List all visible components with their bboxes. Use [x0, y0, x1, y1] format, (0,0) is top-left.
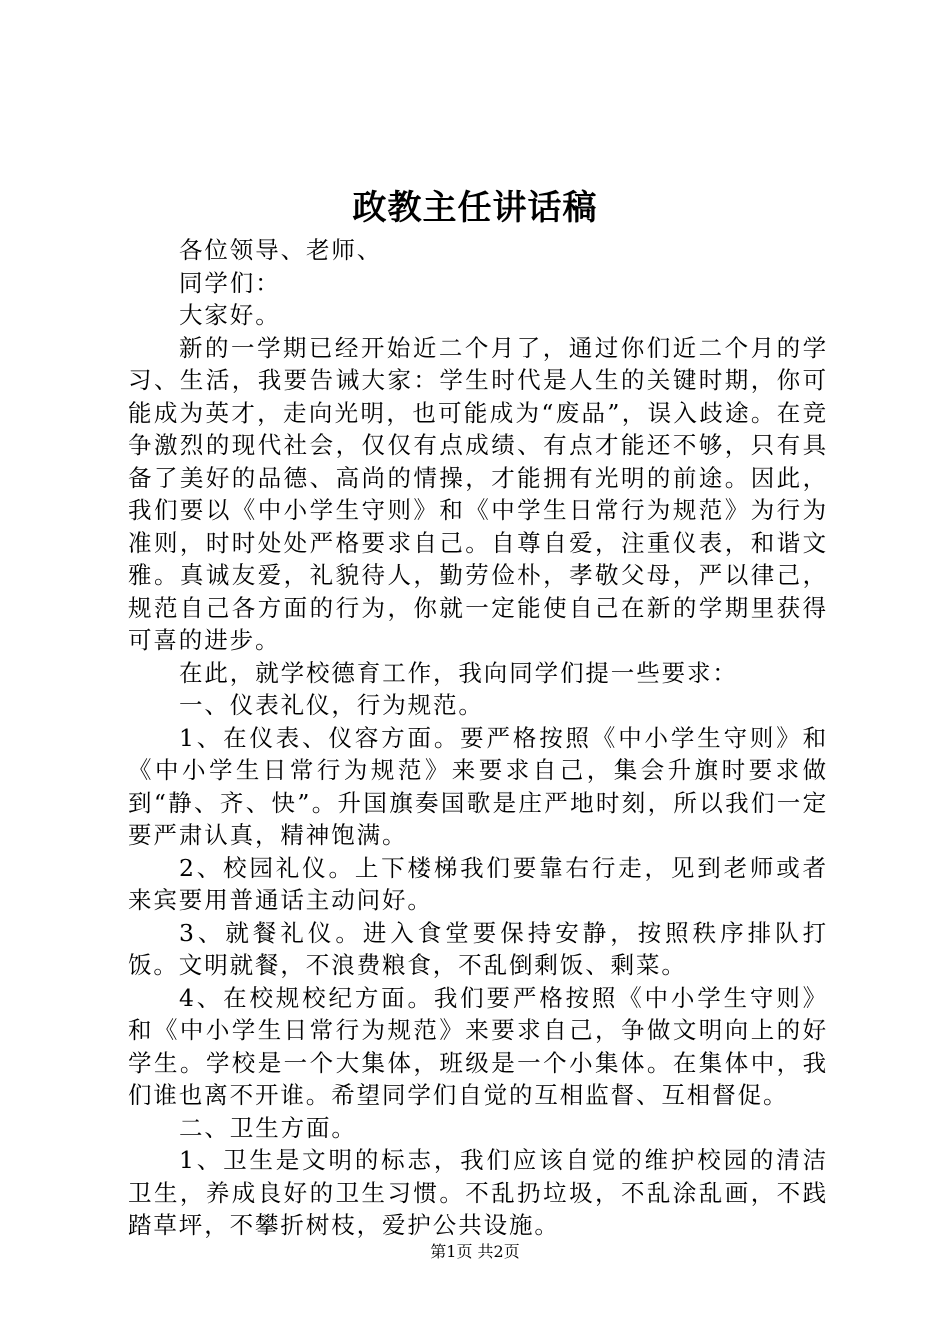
paragraph-item-2-1: 1、卫生是文明的标志，我们应该自觉的维护校园的清洁卫生，养成良好的卫生习惯。不乱扔垃圾，不乱涂乱画，不践踏草坪，不攀折树枝，爱护公共设施。: [128, 1146, 828, 1239]
document-title: 政教主任讲话稿: [352, 188, 598, 228]
paragraph-item-1-2: 2、校园礼仪。上下楼梯我们要靠右行走，见到老师或者来宾要用普通话主动问好。: [128, 853, 828, 914]
paragraph-intro: 新的一学期已经开始近二个月了，通过你们近二个月的学习、生活，我要告诫大家：学生时代是人生的关键时期，你可能成为英才，走向光明，也可能成为“废品”，误入歧途。在竞争激烈的现代社会，仅仅有点成绩、有点才能还不够，只有具备了美好的品德、高尚的情操，才能拥有光明的前途。因此，我们要以《中小学生守则》和《中学生日常行为规范》为行为准则，时时处处严格要求自己。自尊自爱，注重仪表，和谐文雅。真诚友爱，礼貌待人，勤劳俭朴，孝敬父母，严以律己，规范自己各方面的行为，你就一定能使自己在新的学期里获得可喜的进步。: [128, 333, 828, 654]
page-number-footer: 第1页 共2页: [430, 1242, 520, 1261]
paragraph-salutation-2: 同学们：: [179, 268, 281, 297]
section-heading-2: 二、卫生方面。: [179, 1113, 357, 1142]
paragraph-salutation-1: 各位领导、老师、: [179, 236, 383, 264]
paragraph-greeting: 大家好。: [179, 301, 281, 329]
document-body: [128, 234, 828, 1242]
paragraph-item-1-3: 3、就餐礼仪。进入食堂要保持安静，按照秩序排队打饭。文明就餐，不浪费粮食，不乱倒剩饭、剩菜。: [128, 918, 828, 979]
paragraph-item-1-1: 1、在仪表、仪容方面。要严格按照《中小学生守则》和《中小学生日常行为规范》来要求自己，集会升旗时要求做到“静、齐、快”。升国旗奏国歌是庄严地时刻，所以我们一定要严肃认真，精神饱满。: [128, 723, 828, 849]
paragraph-requirements-lead: 在此，就学校德育工作，我向同学们提一些要求：: [179, 658, 738, 687]
section-heading-1: 一、仪表礼仪，行为规范。: [179, 691, 484, 719]
paragraph-item-1-4: 4、在校规校纪方面。我们要严格按照《中小学生守则》和《中小学生日常行为规范》来要求自己，争做文明向上的好学生。学校是一个大集体，班级是一个小集体。在集体中，我们谁也离不开谁。希望同学们自觉的互相监督、互相督促。: [128, 983, 828, 1109]
